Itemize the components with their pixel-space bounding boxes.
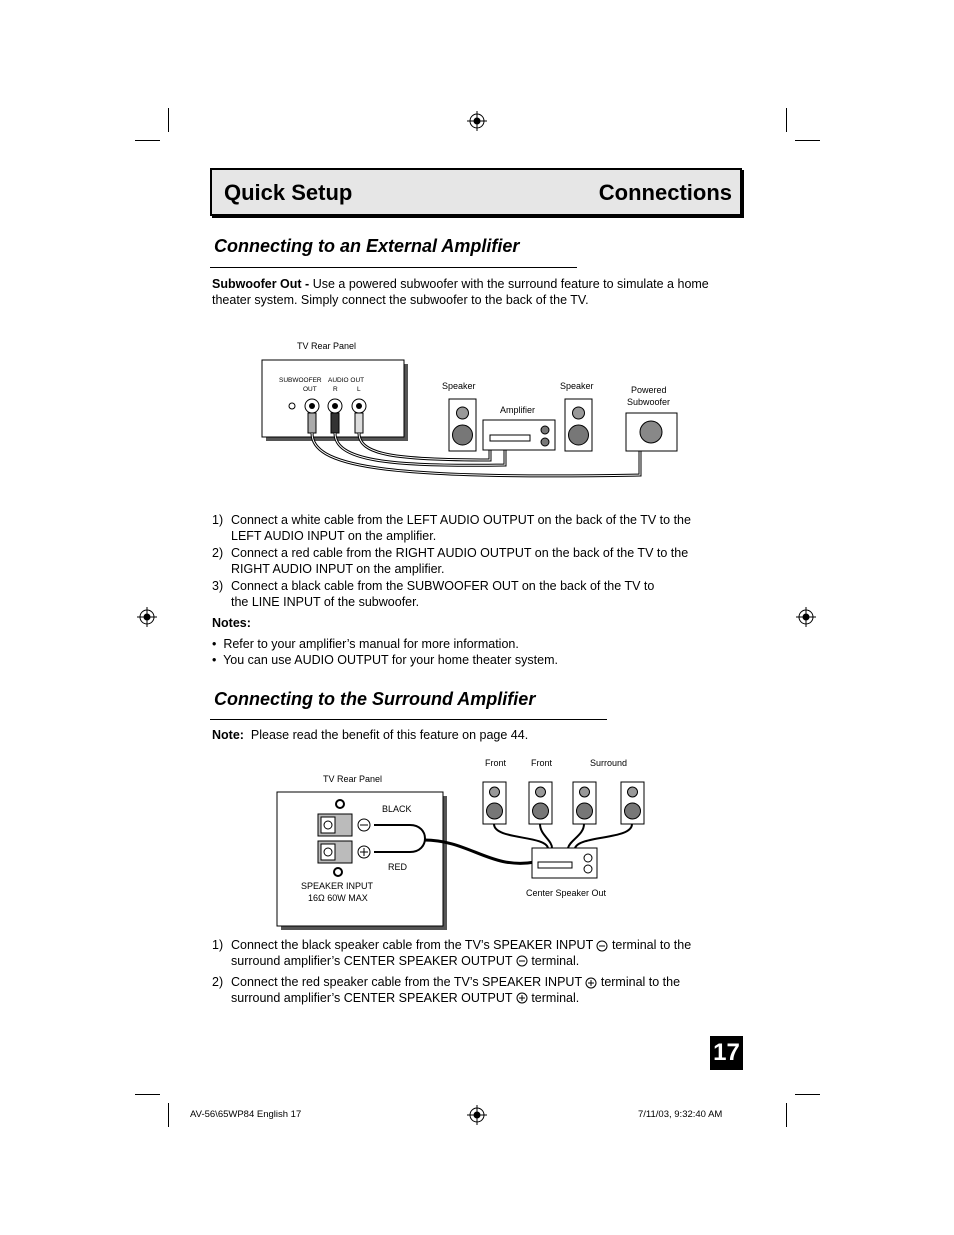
footer-left: AV-56\65WP84 English 17 — [190, 1109, 302, 1120]
plus-terminal-icon — [585, 977, 597, 989]
speaker-input-label: SPEAKER INPUT — [301, 881, 374, 891]
tv-rear-panel-label: TV Rear Panel — [297, 341, 357, 351]
subwoofer-out-label: SUBWOOFER — [279, 377, 322, 384]
section-rule — [210, 267, 577, 268]
header-title-left: Quick Setup — [224, 180, 353, 205]
subwoofer-label: Subwoofer — [627, 397, 671, 407]
intro-text: Use a powered subwoofer with the surround feature to simulate a home — [312, 277, 709, 291]
crop-mark — [135, 140, 160, 141]
crop-mark — [786, 108, 787, 132]
registration-mark-icon — [467, 1105, 487, 1125]
surround-diagram — [270, 770, 660, 930]
registration-mark-icon — [796, 607, 816, 627]
page-number: 17 — [710, 1036, 743, 1070]
crop-mark — [786, 1103, 787, 1127]
notes-heading: Notes: — [212, 616, 251, 630]
note-line: Note: Please read the benefit of this feature on page 44. — [212, 728, 529, 742]
registration-mark-icon — [137, 607, 157, 627]
audio-out-label: AUDIO OUT — [328, 377, 365, 384]
header-title-right: Connections — [598, 180, 732, 205]
amplifier-label: Amplifier — [500, 405, 536, 415]
section-title: Connecting to an External Amplifier — [214, 236, 520, 256]
powered-label: Powered — [631, 385, 667, 395]
front-label: Front — [531, 758, 553, 768]
amplifier-diagram — [255, 355, 705, 495]
intro-lead: Subwoofer Out - — [212, 277, 310, 291]
out-label: OUT — [303, 386, 317, 393]
crop-mark — [168, 108, 169, 132]
plus-terminal-icon — [516, 992, 528, 1004]
crop-mark — [795, 140, 820, 141]
r-label: R — [333, 386, 338, 393]
crop-mark — [135, 1094, 160, 1095]
section-title: Connecting to the Surround Amplifier — [214, 689, 536, 709]
footer-right: 7/11/03, 9:32:40 AM — [638, 1109, 723, 1120]
minus-terminal-icon — [516, 955, 528, 967]
step-3: 3) Connect a black cable from the SUBWOOFER OUT on the back of the TV to the LINE INPUT of the subwoofer. — [212, 579, 655, 609]
spec-label: 16Ω 60W MAX — [308, 893, 368, 903]
intro-paragraph — [212, 277, 732, 308]
step-2: 2) Connect a red cable from the RIGHT AUDIO OUTPUT on the back of the TV to the RIGHT AUDIO INPUT on the amplifier. — [212, 546, 689, 576]
surround-label: Surround — [590, 758, 628, 768]
intro-text-2: theater system. Simply connect the subwoofer to the back of the TV. — [212, 292, 589, 307]
front-label: Front — [485, 758, 507, 768]
note-item: • You can use AUDIO OUTPUT for your home theater system. — [212, 653, 558, 667]
crop-mark — [795, 1094, 820, 1095]
black-label: BLACK — [382, 804, 412, 814]
step-1: 1) Connect a white cable from the LEFT AUDIO OUTPUT on the back of the TV to the LEFT AUDIO INPUT on the amplifier. — [212, 513, 691, 543]
step-1: 1) Connect the black speaker cable from the TV’s SPEAKER INPUT terminal to the surround amplifier’s CENTER SPEAKER OUTPUT terminal. — [212, 938, 692, 968]
section-rule — [210, 719, 607, 720]
crop-mark — [168, 1103, 169, 1127]
registration-mark-icon — [467, 111, 487, 131]
speaker-right-label: Speaker — [560, 381, 594, 391]
step-2: 2) Connect the red speaker cable from the TV’s SPEAKER INPUT terminal to the surround amplifier’s CENTER SPEAKER OUTPUT terminal. — [212, 975, 681, 1005]
l-label: L — [357, 386, 361, 393]
note-item: • Refer to your amplifier’s manual for more information. — [212, 637, 519, 651]
center-speaker-out-label: Center Speaker Out — [526, 888, 607, 898]
speaker-left-label: Speaker — [442, 381, 476, 391]
page-header — [210, 168, 742, 216]
red-label: RED — [388, 862, 408, 872]
minus-terminal-icon — [596, 940, 608, 952]
tv-rear-panel-label: TV Rear Panel — [323, 774, 383, 784]
